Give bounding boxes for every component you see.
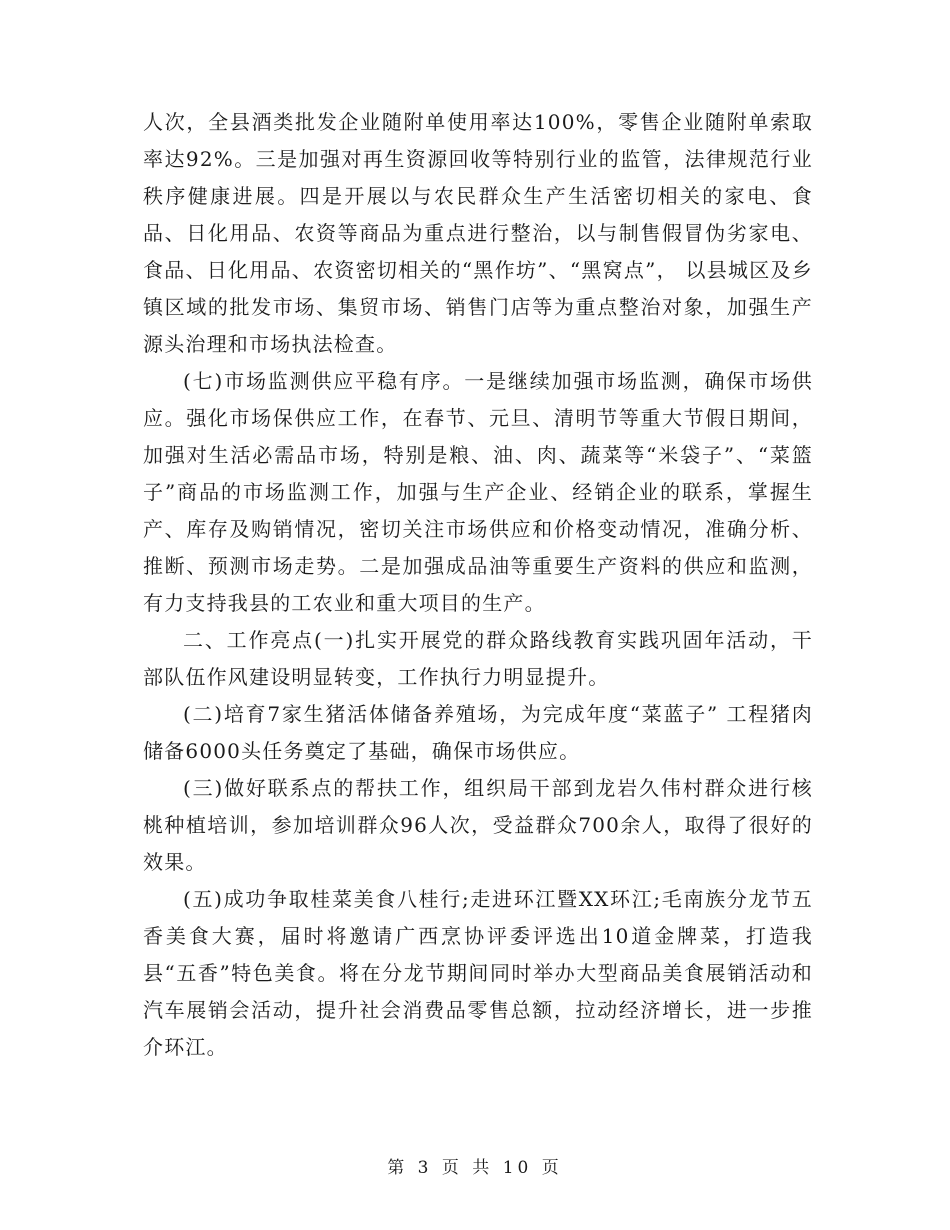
paragraph-3: 二、工作亮点(一)扎实开展党的群众路线教育实践巩固年活动，干部队伍作风建设明显转变，工作执行力明显提升。 [143, 628, 813, 689]
paragraph-4: (二)培育7家生猪活体储备养殖场，为完成年度“菜蓝子” 工程猪肉储备6000头任务奠定了基础，确保市场供应。 [143, 702, 813, 763]
document-body [143, 104, 813, 1066]
paragraph-2: (七)市场监测供应平稳有序。一是继续加强市场监测，确保市场供应。强化市场保供应工作，在春节、元旦、清明节等重大节假日期间，加强对生活必需品市场，特别是粮、油、肉、蔬菜等“米袋子”、“菜篮子”商品的市场监测工作，加强与生产企业、经销企业的联系，掌握生产、库存及购销情况，密切关注市场供应和价格变动情况，准确分析、推断、预测市场走势。二是加强成品油等重要生产资料的供应和监测，有力支持我县的工农业和重大项目的生产。 [143, 369, 813, 615]
paragraph-5: (三)做好联系点的帮扶工作，组织局干部到龙岩久伟村群众进行核桃种植培训，参加培训群众96人次，受益群众700余人，取得了很好的效果。 [143, 776, 813, 874]
paragraph-1: 人次，全县酒类批发企业随附单使用率达100%，零售企业随附单索取率达92%。三是加强对再生资源回收等特别行业的监管，法律规范行业秩序健康进展。四是开展以与农民群众生产生活密切相关的家电、食品、日化用品、农资等商品为重点进行整治，以与制售假冒伪劣家电、食品、日化用品、农资密切相关的“黑作坊”、“黑窝点”， 以县城区及乡镇区域的批发市场、集贸市场、销售门店等为重点整治对象，加强生产源头治理和市场执法检查。 [143, 110, 813, 356]
page-number-footer: 第 3 页 共 10 页 [387, 1158, 563, 1178]
paragraph-6: (五)成功争取桂菜美食八桂行;走进环江暨XX环江;毛南族分龙节五香美食大赛，届时将邀请广西烹协评委评选出10道金牌菜，打造我县“五香”特色美食。将在分龙节期间同时举办大型商品美食展销活动和汽车展销会活动，提升社会消费品零售总额，拉动经济增长，进一步推介环江。 [143, 887, 813, 1059]
